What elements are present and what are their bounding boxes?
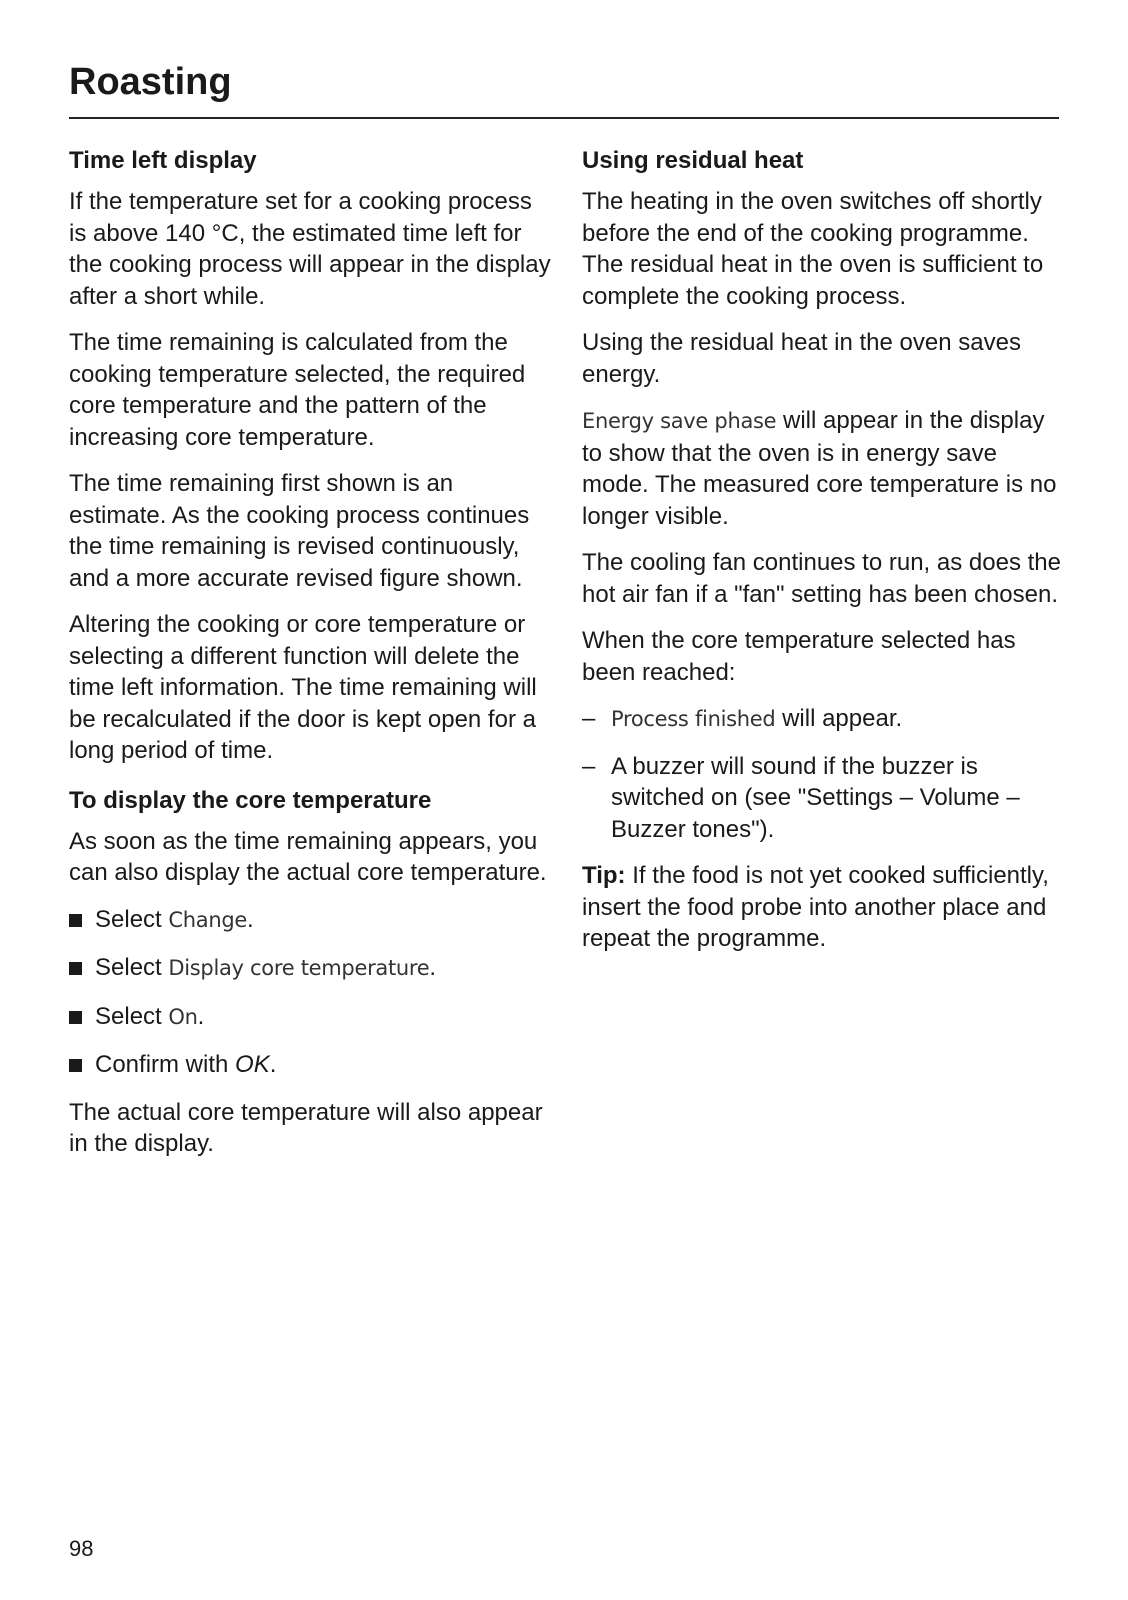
ok-key-text: OK [235,1051,270,1079]
display-text-core-temperature: Display core temperature [168,956,430,981]
paragraph-core-intro: As soon as the time remaining appears, you can also display the actual core temperature. [69,827,547,887]
paragraph-residual-intro: The heating in the oven switches off shortly before the end of the cooking programme. The residual heat in the oven is sufficient to complete the cooking process. [582,188,1044,310]
reached-list [582,703,1062,845]
dash-bullet: – [582,752,596,780]
display-text-process-finished: Process finished [611,707,776,732]
list-item-process-finished: – Process finished will appear. [582,703,1062,736]
square-bullet-icon [69,1059,82,1072]
square-bullet-icon [69,914,82,927]
display-text-change: Change [168,907,247,932]
paragraph-time-left-intro: If the temperature set for a cooking process is above 140 °C, the estimated time left for the cooking process will appear in the display after a short while. [69,188,551,310]
step-select-change: Select Change. [69,904,554,937]
step-select-display-core-temperature: Select Display core temperature. [69,952,554,985]
heading-display-core-temperature: To display the core temperature [69,786,432,814]
paragraph-time-calculation: The time remaining is calculated from the cooking temperature selected, the required core temperature and the pattern of the increasing core temperature. [69,329,526,451]
paragraph-time-altering: Altering the cooking or core temperature or selecting a different function will delete the time left information. The time remaining will be recalculated if the door is kept open for a long period of time. [69,611,537,765]
page-number: 98 [69,1536,94,1561]
square-bullet-icon [69,1011,82,1024]
page-title: Roasting [69,61,232,103]
paragraph-core-reached: When the core temperature selected has been reached: [582,627,1016,686]
heading-time-left-display: Time left display [69,147,257,174]
heading-using-residual-heat: Using residual heat [582,147,804,174]
paragraph-time-estimate: The time remaining first shown is an estimate. As the cooking process continues the time remaining is revised continuously, and a more accurate revised figure shown. [69,470,530,592]
paragraph-energy-save-phase: Energy save phase will appear in the display to show that the oven is in energy save mode. The measured core temperature is no longer visible. [582,407,1057,530]
instruction-steps [69,904,554,1081]
paragraph-residual-saves: Using the residual heat in the oven saves energy. [582,329,1021,388]
paragraph-core-result: The actual core temperature will also appear in the display. [69,1098,543,1158]
tip-label: Tip: [582,862,626,890]
title-rule [69,117,1059,119]
step-select-on: Select On. [69,1001,554,1034]
paragraph-cooling-fan: The cooling fan continues to run, as does the hot air fan if a "fan" setting has been chosen. [582,549,1061,608]
display-text-on: On [168,1004,198,1029]
step-confirm-ok: Confirm with OK. [69,1049,554,1081]
paragraph-tip: Tip: If the food is not yet cooked sufficiently, insert the food probe into another place and repeat the programme. [582,862,1049,953]
list-item-buzzer: – A buzzer will sound if the buzzer is switched on (see "Settings – Volume – Buzzer tones"). [582,752,1020,843]
dash-bullet: – [582,705,596,733]
display-text-energy-save-phase: Energy save phase [582,409,777,434]
left-column [69,145,554,1175]
square-bullet-icon [69,962,82,975]
right-column [582,145,1062,970]
